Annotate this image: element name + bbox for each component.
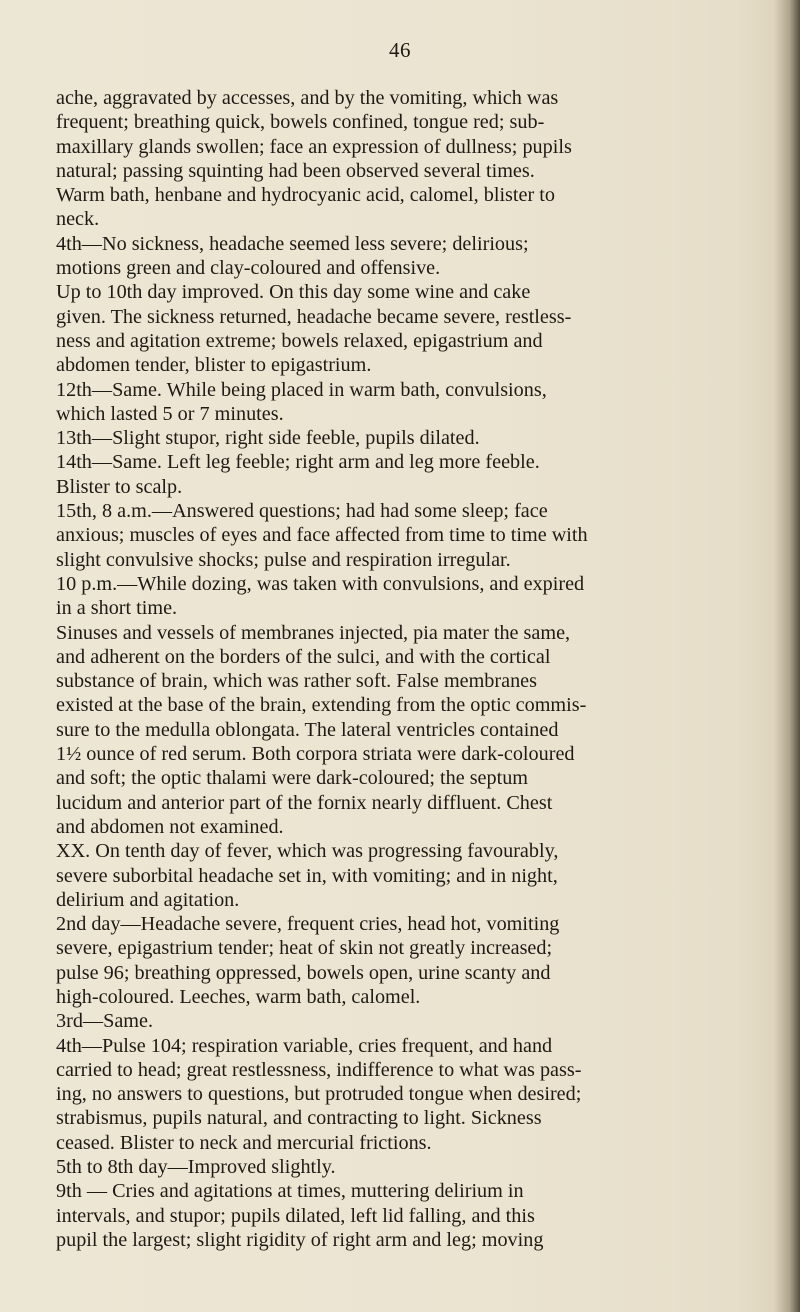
text-line: abdomen tender, blister to epigastrium.	[56, 354, 372, 377]
text-line: which lasted 5 or 7 minutes.	[56, 402, 284, 425]
text-line: motions green and clay-coloured and offensive.	[56, 257, 441, 280]
text-line: substance of brain, which was rather soft. False membranes	[56, 670, 537, 693]
text-line: ache, aggravated by accesses, and by the vomiting, which was	[56, 87, 559, 109]
text-line: 14th—Same. Left leg feeble; right arm and leg more feeble.	[56, 451, 540, 474]
text-line: 5th to 8th day—Improved slightly.	[56, 1156, 336, 1179]
text-line: severe, epigastrium tender; heat of skin not greatly increased;	[56, 937, 553, 960]
text-line: intervals, and stupor; pupils dilated, left lid falling, and this	[56, 1204, 535, 1227]
text-line: existed at the base of the brain, extending from the optic commis-	[56, 694, 587, 717]
text-line: pulse 96; breathing oppressed, bowels open, urine scanty and	[56, 961, 551, 984]
text-line: anxious; muscles of eyes and face affected from time to time with	[56, 524, 588, 547]
text-line: pupil the largest; slight rigidity of right arm and leg; moving	[56, 1228, 544, 1251]
text-line: and adherent on the borders of the sulci, and with the cortical	[56, 645, 551, 668]
page-edge-shadow	[774, 0, 800, 1312]
text-line: XX. On tenth day of fever, which was progressing favourably,	[56, 840, 559, 863]
text-line: delirium and agitation.	[56, 888, 240, 911]
text-line: 10 p.m.—While dozing, was taken with convulsions, and expired	[56, 572, 585, 595]
text-line: 2nd day—Headache severe, frequent cries, head hot, vomiting	[56, 913, 560, 936]
text-line: and soft; the optic thalami were dark-coloured; the septum	[56, 767, 529, 790]
text-line: 1½ ounce of red serum. Both corpora striata were dark-coloured	[56, 743, 575, 766]
text-line: ness and agitation extreme; bowels relaxed, epigastrium and	[56, 329, 543, 352]
text-line: high-coloured. Leeches, warm bath, calomel.	[56, 985, 421, 1008]
text-line: neck.	[56, 208, 100, 231]
body-text	[56, 86, 766, 1252]
text-line: in a short time.	[56, 597, 178, 620]
text-line: and abdomen not examined.	[56, 815, 284, 838]
text-line: 13th—Slight stupor, right side feeble, pupils dilated.	[56, 427, 480, 450]
text-line: strabismus, pupils natural, and contracting to light. Sickness	[56, 1107, 542, 1130]
text-line: ing, no answers to questions, but protruded tongue when desired;	[56, 1083, 582, 1106]
text-line: 12th—Same. While being placed in warm bath, convulsions,	[56, 378, 547, 401]
text-line: maxillary glands swollen; face an expression of dullness; pupils	[56, 135, 572, 158]
text-line: 3rd—Same.	[56, 1010, 153, 1033]
text-line: carried to head; great restlessness, indifference to what was pass-	[56, 1058, 582, 1081]
text-line: severe suborbital headache set in, with vomiting; and in night,	[56, 864, 558, 887]
text-line: 4th—No sickness, headache seemed less severe; delirious;	[56, 232, 529, 255]
text-line: frequent; breathing quick, bowels confined, tongue red; sub-	[56, 111, 545, 134]
text-line: lucidum and anterior part of the fornix nearly diffluent. Chest	[56, 791, 553, 814]
text-line: natural; passing squinting had been observed several times.	[56, 159, 535, 182]
text-line: ceased. Blister to neck and mercurial frictions.	[56, 1131, 432, 1154]
text-line: given. The sickness returned, headache became severe, restless-	[56, 305, 572, 328]
text-line: sure to the medulla oblongata. The lateral ventricles contained	[56, 718, 559, 741]
text-line: slight convulsive shocks; pulse and respiration irregular.	[56, 548, 511, 571]
text-line: 9th — Cries and agitations at times, muttering delirium in	[56, 1180, 524, 1203]
text-line: 15th, 8 a.m.—Answered questions; had had some sleep; face	[56, 500, 548, 523]
text-line: Blister to scalp.	[56, 475, 183, 498]
text-line: Sinuses and vessels of membranes injected, pia mater the same,	[56, 621, 571, 644]
text-line: 4th—Pulse 104; respiration variable, cries frequent, and hand	[56, 1034, 553, 1057]
text-line: Warm bath, henbane and hydrocyanic acid, calomel, blister to	[56, 184, 555, 207]
text-line: Up to 10th day improved. On this day some wine and cake	[56, 281, 531, 304]
page-number: 46	[389, 38, 411, 62]
